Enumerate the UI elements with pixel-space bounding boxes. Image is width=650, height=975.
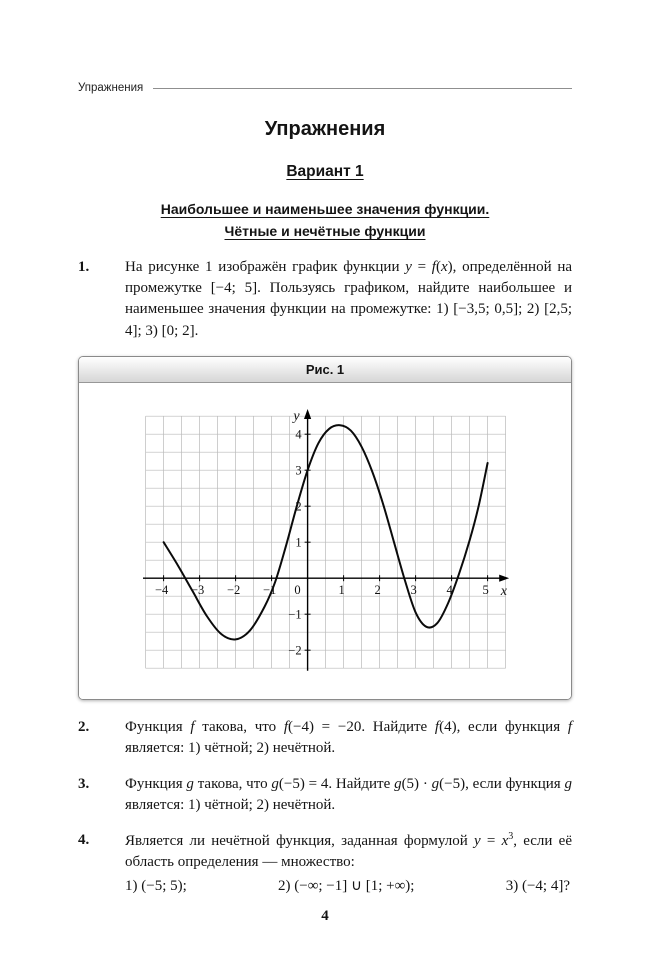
svg-text:3: 3 bbox=[294, 463, 302, 478]
svg-text:1: 1 bbox=[294, 535, 302, 550]
figure-1-body bbox=[79, 383, 571, 699]
svg-text:−2: −2 bbox=[287, 643, 302, 658]
running-head bbox=[78, 82, 572, 94]
figure-1 bbox=[78, 356, 572, 700]
exercise-4 bbox=[78, 830, 572, 897]
function-graph bbox=[142, 409, 509, 672]
svg-text:4: 4 bbox=[294, 427, 302, 442]
exercise-3 bbox=[78, 774, 572, 817]
svg-text:−4: −4 bbox=[154, 583, 168, 598]
exercise-1-text: На рисунке 1 изображён график функции y = f(x), определённой на промежутке [−4; 5]. Пользуясь графиком, найдите наибольшее и наименьшее значения функции на промежутке: 1) [−3,5; 0,5]; 2) [2,5; 4]; 3) [0; 2]. bbox=[125, 258, 572, 339]
exercise-4-option-1: 1) (−5; 5); bbox=[125, 877, 187, 894]
exercise-1-number: 1. bbox=[78, 258, 90, 275]
exercise-4-text bbox=[125, 830, 572, 897]
svg-text:1: 1 bbox=[337, 583, 345, 598]
running-head-label: Упражнения bbox=[78, 82, 144, 94]
exercise-4-lead: Является ли нечётной функция, заданная формулой $y = x^3$, если её область определения — множество: bbox=[125, 831, 572, 871]
running-head-rule bbox=[153, 88, 572, 89]
svg-text:x: x bbox=[500, 584, 507, 600]
variant-label: Вариант 1 bbox=[286, 163, 364, 180]
page-title: Упражнения bbox=[264, 118, 386, 140]
svg-text:5: 5 bbox=[481, 583, 489, 598]
exercise-2-number: 2. bbox=[78, 718, 90, 735]
svg-text:−1: −1 bbox=[287, 607, 302, 622]
exercise-4-number: 4. bbox=[78, 832, 90, 849]
section-heading bbox=[78, 198, 572, 243]
exercise-2-text: Функция f такова, что f(−4) = −20. Найдите f(4), если функция f является: 1) чётной; 2) нечётной. bbox=[125, 718, 572, 757]
exercise-3-number: 3. bbox=[78, 775, 90, 792]
svg-text:−2: −2 bbox=[226, 583, 240, 598]
exercise-4-option-2: 2) (−∞; −1] ∪ [1; +∞); bbox=[278, 877, 415, 894]
svg-text:4: 4 bbox=[445, 583, 453, 598]
figure-1-caption-label: Рис. 1 bbox=[305, 361, 345, 377]
section-line-1: Наибольшее и наименьшее значения функции. bbox=[160, 201, 490, 217]
svg-text:y: y bbox=[292, 408, 300, 424]
section-line-2: Чётные и нечётные функции bbox=[224, 223, 426, 240]
exercise-1 bbox=[78, 257, 572, 342]
variant-heading bbox=[78, 163, 572, 181]
exercise-4-options bbox=[125, 876, 572, 897]
exercise-2 bbox=[78, 717, 572, 760]
svg-text:−1: −1 bbox=[262, 583, 276, 598]
svg-text:2: 2 bbox=[294, 499, 302, 514]
svg-text:−3: −3 bbox=[190, 583, 204, 598]
exercise-3-text: Функция g такова, что g(−5) = 4. Найдите g(5) · g(−5), если функция g является: 1) чётной; 2) нечётной. bbox=[125, 775, 572, 813]
page-number: 4 bbox=[321, 908, 329, 925]
figure-1-caption bbox=[79, 357, 571, 383]
svg-text:0: 0 bbox=[293, 583, 301, 598]
svg-text:2: 2 bbox=[373, 583, 381, 598]
svg-text:3: 3 bbox=[409, 583, 417, 598]
exercise-4-option-3: 3) (−4; 4]? bbox=[505, 877, 570, 894]
